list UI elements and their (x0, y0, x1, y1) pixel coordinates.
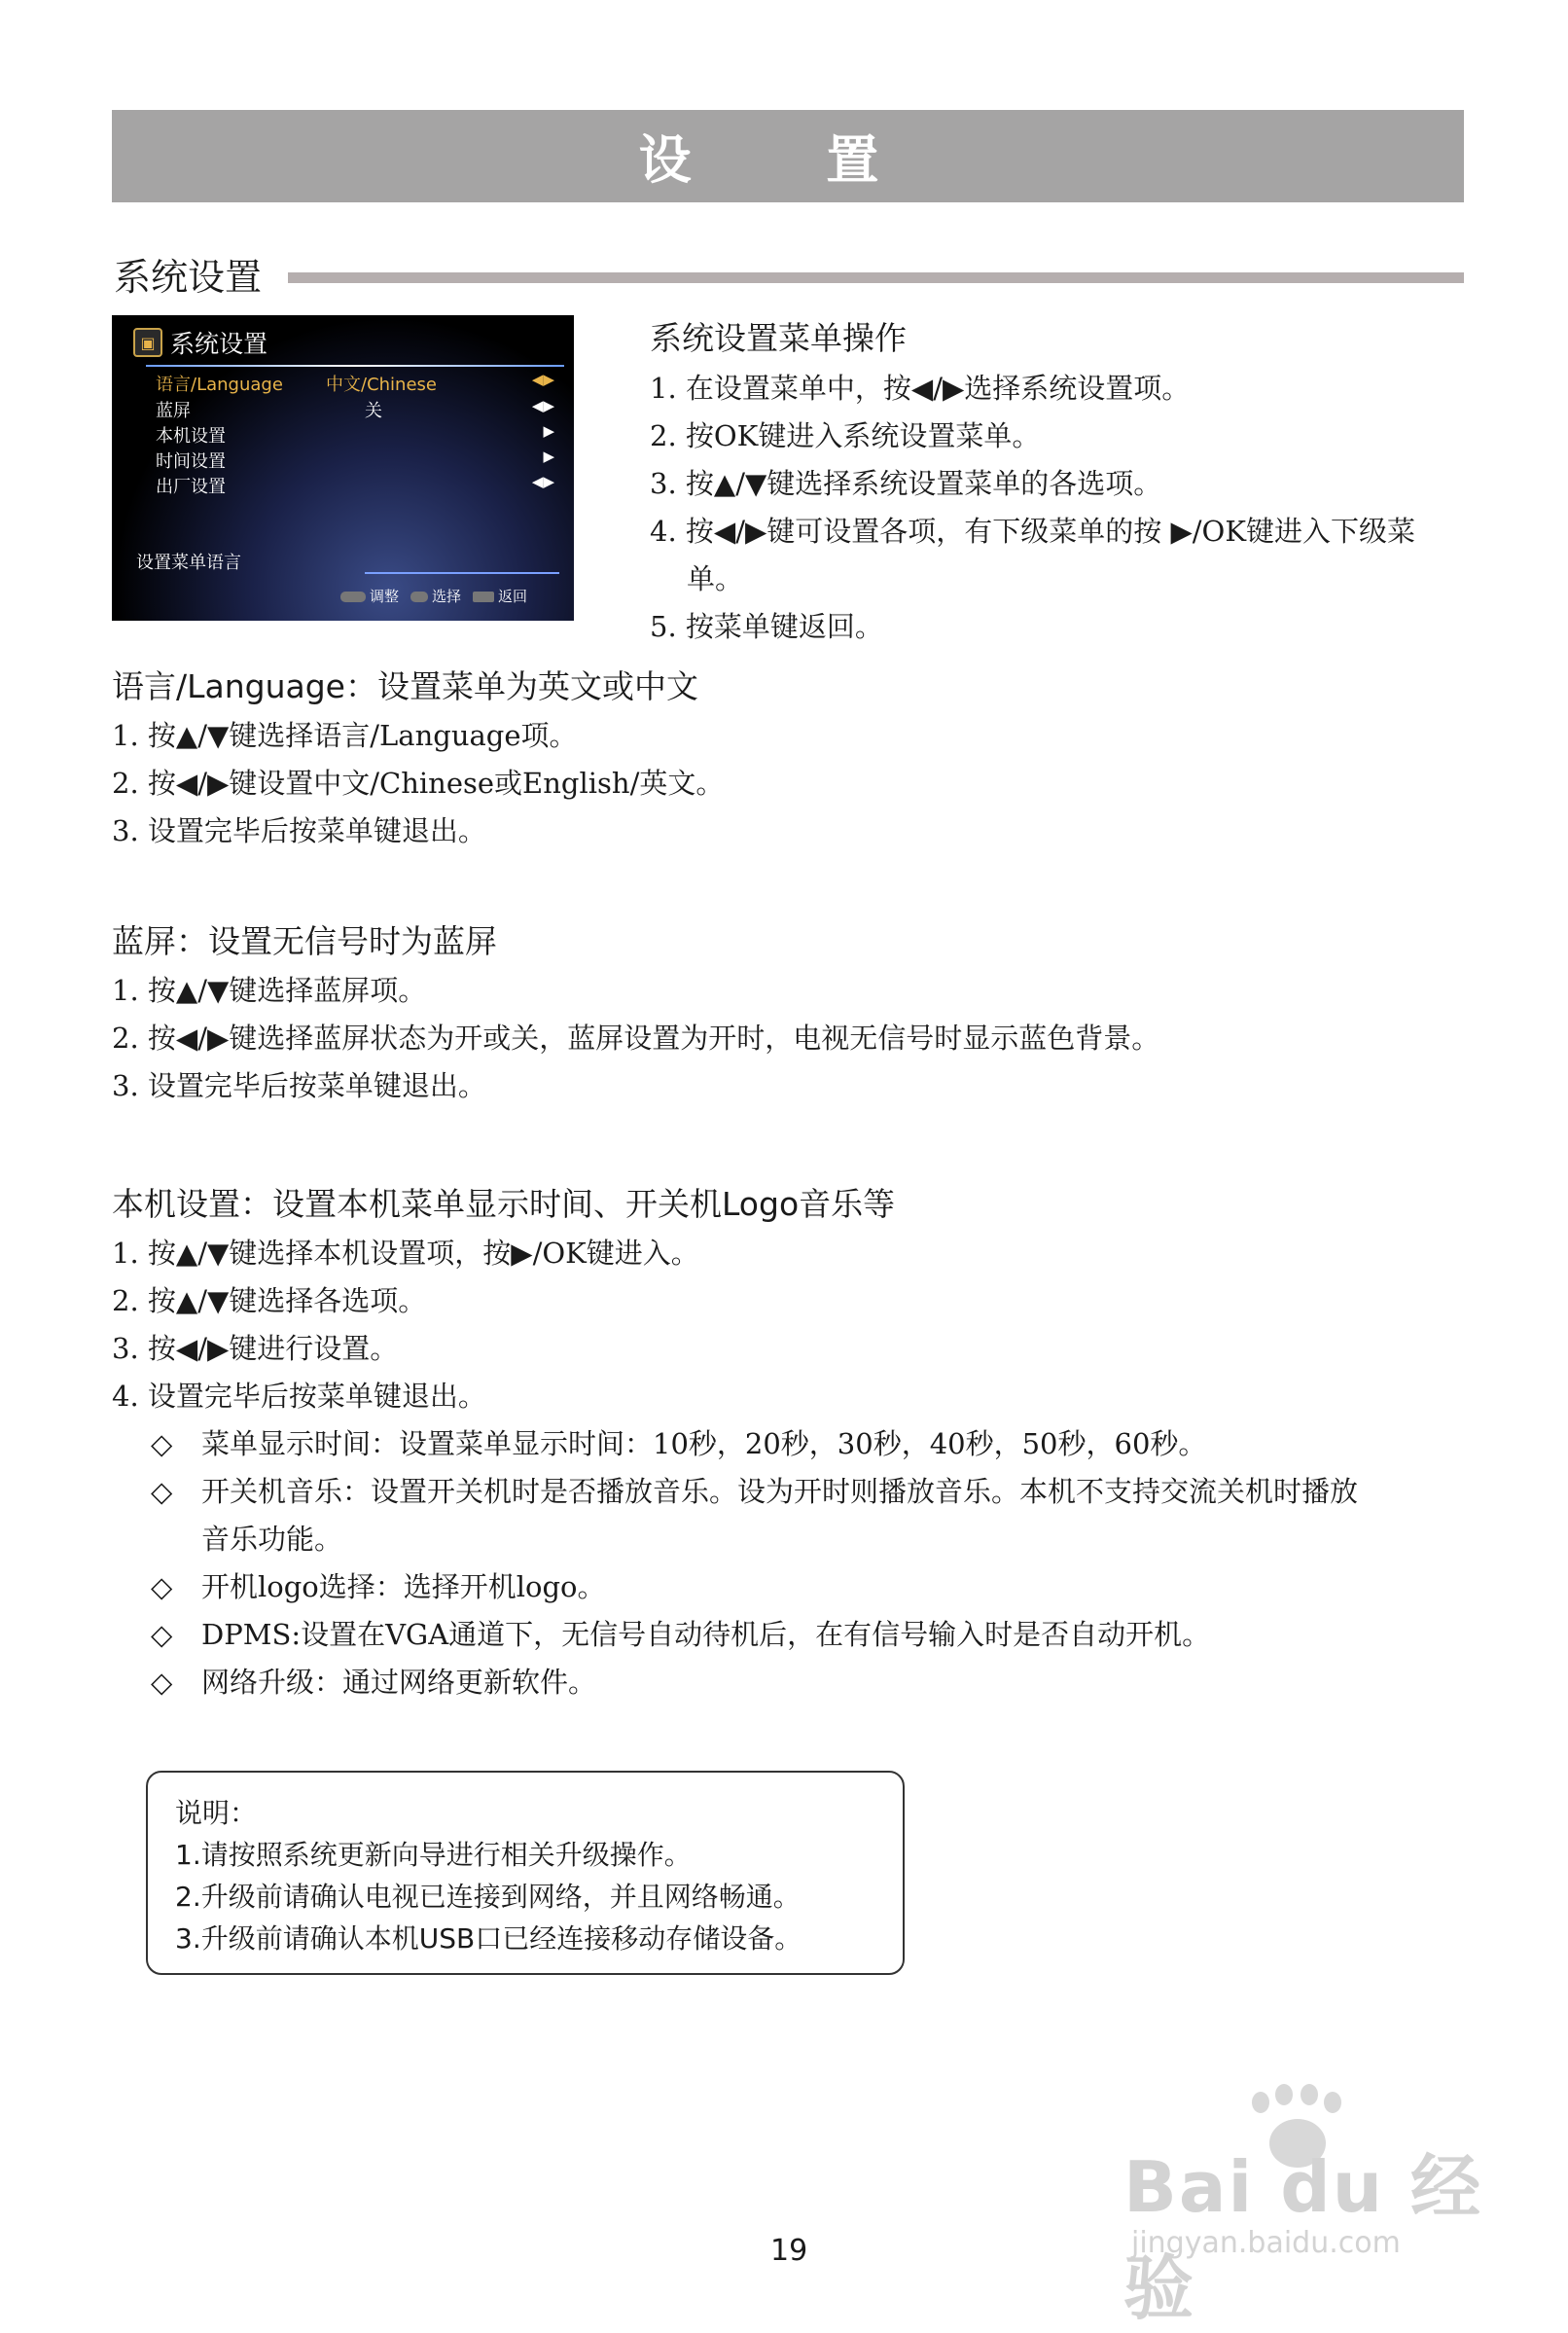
language-heading: 语言/Language：设置菜单为英文或中文 (112, 667, 698, 705)
osd-row-bluescreen (156, 397, 554, 420)
left-right-arrows-icon: ◀▶ (531, 371, 554, 388)
osd-divider (146, 365, 564, 367)
osd-footer-select: 选择 (410, 586, 461, 606)
left-right-arrows-icon: ◀▶ (531, 473, 554, 490)
osd-header (133, 325, 267, 360)
diamond-bullet-icon: ◇ (151, 1666, 173, 1699)
paw-toe-icon (1275, 2084, 1293, 2105)
diamond-bullet-icon: ◇ (151, 1475, 173, 1508)
right-arrow-icon: ▶ (543, 422, 554, 440)
osd-row-label: 蓝屏 (156, 401, 191, 421)
osd-menu-screenshot (112, 315, 574, 621)
bullet-item-continuation: 音乐功能。 (201, 1523, 343, 1556)
section-rule (288, 272, 1464, 283)
menu-key-icon (473, 592, 494, 602)
operations-line: 5. 按菜单键返回。 (650, 610, 883, 643)
bullet-item: ◇ 网络升级：通过网络更新软件。 (112, 1659, 1474, 1706)
osd-title: 系统设置 (170, 330, 268, 358)
osd-row-label: 语言/Language (156, 375, 283, 395)
osd-row-value: 中文/Chinese (326, 375, 437, 395)
settings-icon: ▣ (133, 328, 162, 357)
osd-footer (340, 586, 527, 606)
note-line: 2.升级前请确认电视已连接到网络，并且网络畅通。 (175, 1881, 801, 1913)
osd-row-label: 时间设置 (156, 451, 226, 472)
page-number: 19 (770, 2234, 808, 2268)
osd-row-label: 本机设置 (156, 426, 226, 447)
local-settings-heading: 本机设置：设置本机菜单显示时间、开关机Logo音乐等 (112, 1185, 896, 1223)
watermark-logo-text: Bai du 经验 (1123, 2146, 1483, 2329)
bullet-item: ◇ 开关机音乐：设置开关机时是否播放音乐。设为开时则播放音乐。本机不支持交流关机时播放 (112, 1468, 1474, 1516)
operations-line: 3. 按▲/▼键选择系统设置菜单的各选项。 (650, 467, 1162, 500)
baidu-watermark (1123, 2092, 1513, 2329)
operations-line: 单。 (687, 562, 744, 595)
note-line: 1.请按照系统更新向导进行相关升级操作。 (175, 1839, 692, 1871)
bluescreen-line: 2. 按◀/▶键选择蓝屏状态为开或关，蓝屏设置为开时，电视无信号时显示蓝色背景。 (112, 1022, 1160, 1055)
operations-line: 1. 在设置菜单中，按◀/▶选择系统设置项。 (650, 372, 1191, 405)
section-heading: 系统设置 (114, 256, 263, 299)
bullet-item: ◇ 开机logo选择：选择开机logo。 (112, 1563, 1474, 1611)
paw-toe-icon (1252, 2092, 1269, 2113)
watermark-url: jingyan.baidu.com (1131, 2226, 1401, 2260)
bullet-item: ◇ 菜单显示时间：设置菜单显示时间：10秒，20秒，30秒，40秒，50秒，60秒。 (112, 1420, 1474, 1468)
osd-footer-divider (365, 572, 559, 574)
language-line: 1. 按▲/▼键选择语言/Language项。 (112, 719, 578, 752)
local-settings-line: 4. 设置完毕后按菜单键退出。 (112, 1380, 486, 1413)
note-line: 3.升级前请确认本机USB口已经连接移动存储设备。 (175, 1922, 802, 1955)
bluescreen-heading: 蓝屏：设置无信号时为蓝屏 (112, 922, 497, 960)
left-right-key-icon (340, 592, 366, 602)
page-title: 设 置 (112, 110, 1464, 202)
osd-row-time (156, 448, 554, 471)
osd-row-value: 关 (365, 401, 382, 421)
osd-row-local (156, 422, 554, 446)
diamond-bullet-icon: ◇ (151, 1618, 173, 1651)
language-line: 2. 按◀/▶键设置中文/Chinese或English/英文。 (112, 767, 725, 800)
osd-footer-back: 返回 (473, 586, 527, 606)
language-section (112, 662, 1474, 855)
note-title: 说明： (175, 1797, 258, 1829)
bluescreen-section (112, 916, 1474, 1110)
operations-line: 2. 按OK键进入系统设置菜单。 (650, 419, 1041, 452)
osd-hint: 设置菜单语言 (136, 553, 241, 573)
local-settings-line: 3. 按◀/▶键进行设置。 (112, 1332, 399, 1365)
up-down-key-icon (410, 592, 428, 602)
diamond-bullet-icon: ◇ (151, 1570, 173, 1603)
right-arrow-icon: ▶ (543, 448, 554, 465)
paw-toe-icon (1324, 2092, 1341, 2113)
operations-heading: 系统设置菜单操作 (650, 319, 907, 357)
language-line: 3. 设置完毕后按菜单键退出。 (112, 814, 486, 847)
bluescreen-line: 1. 按▲/▼键选择蓝屏项。 (112, 974, 427, 1007)
note-box (146, 1771, 905, 1975)
bluescreen-line: 3. 设置完毕后按菜单键退出。 (112, 1069, 486, 1102)
diamond-bullet-icon: ◇ (151, 1427, 173, 1460)
osd-row-factory (156, 473, 554, 496)
local-settings-line: 2. 按▲/▼键选择各选项。 (112, 1284, 427, 1317)
osd-row-label: 出厂设置 (156, 477, 226, 497)
bullet-item: ◇ DPMS:设置在VGA通道下，无信号自动待机后，在有信号输入时是否自动开机。 (112, 1611, 1474, 1659)
osd-row-language (156, 371, 554, 394)
local-settings-line: 1. 按▲/▼键选择本机设置项，按▶/OK键进入。 (112, 1237, 699, 1270)
paw-toe-icon (1301, 2084, 1318, 2105)
menu-operations (650, 313, 1477, 651)
operations-line: 4. 按◀/▶键可设置各项，有下级菜单的按 ▶/OK键进入下级菜 (650, 515, 1415, 548)
osd-footer-adjust: 调整 (340, 586, 399, 606)
local-settings-section (112, 1179, 1474, 1706)
left-right-arrows-icon: ◀▶ (531, 397, 554, 414)
